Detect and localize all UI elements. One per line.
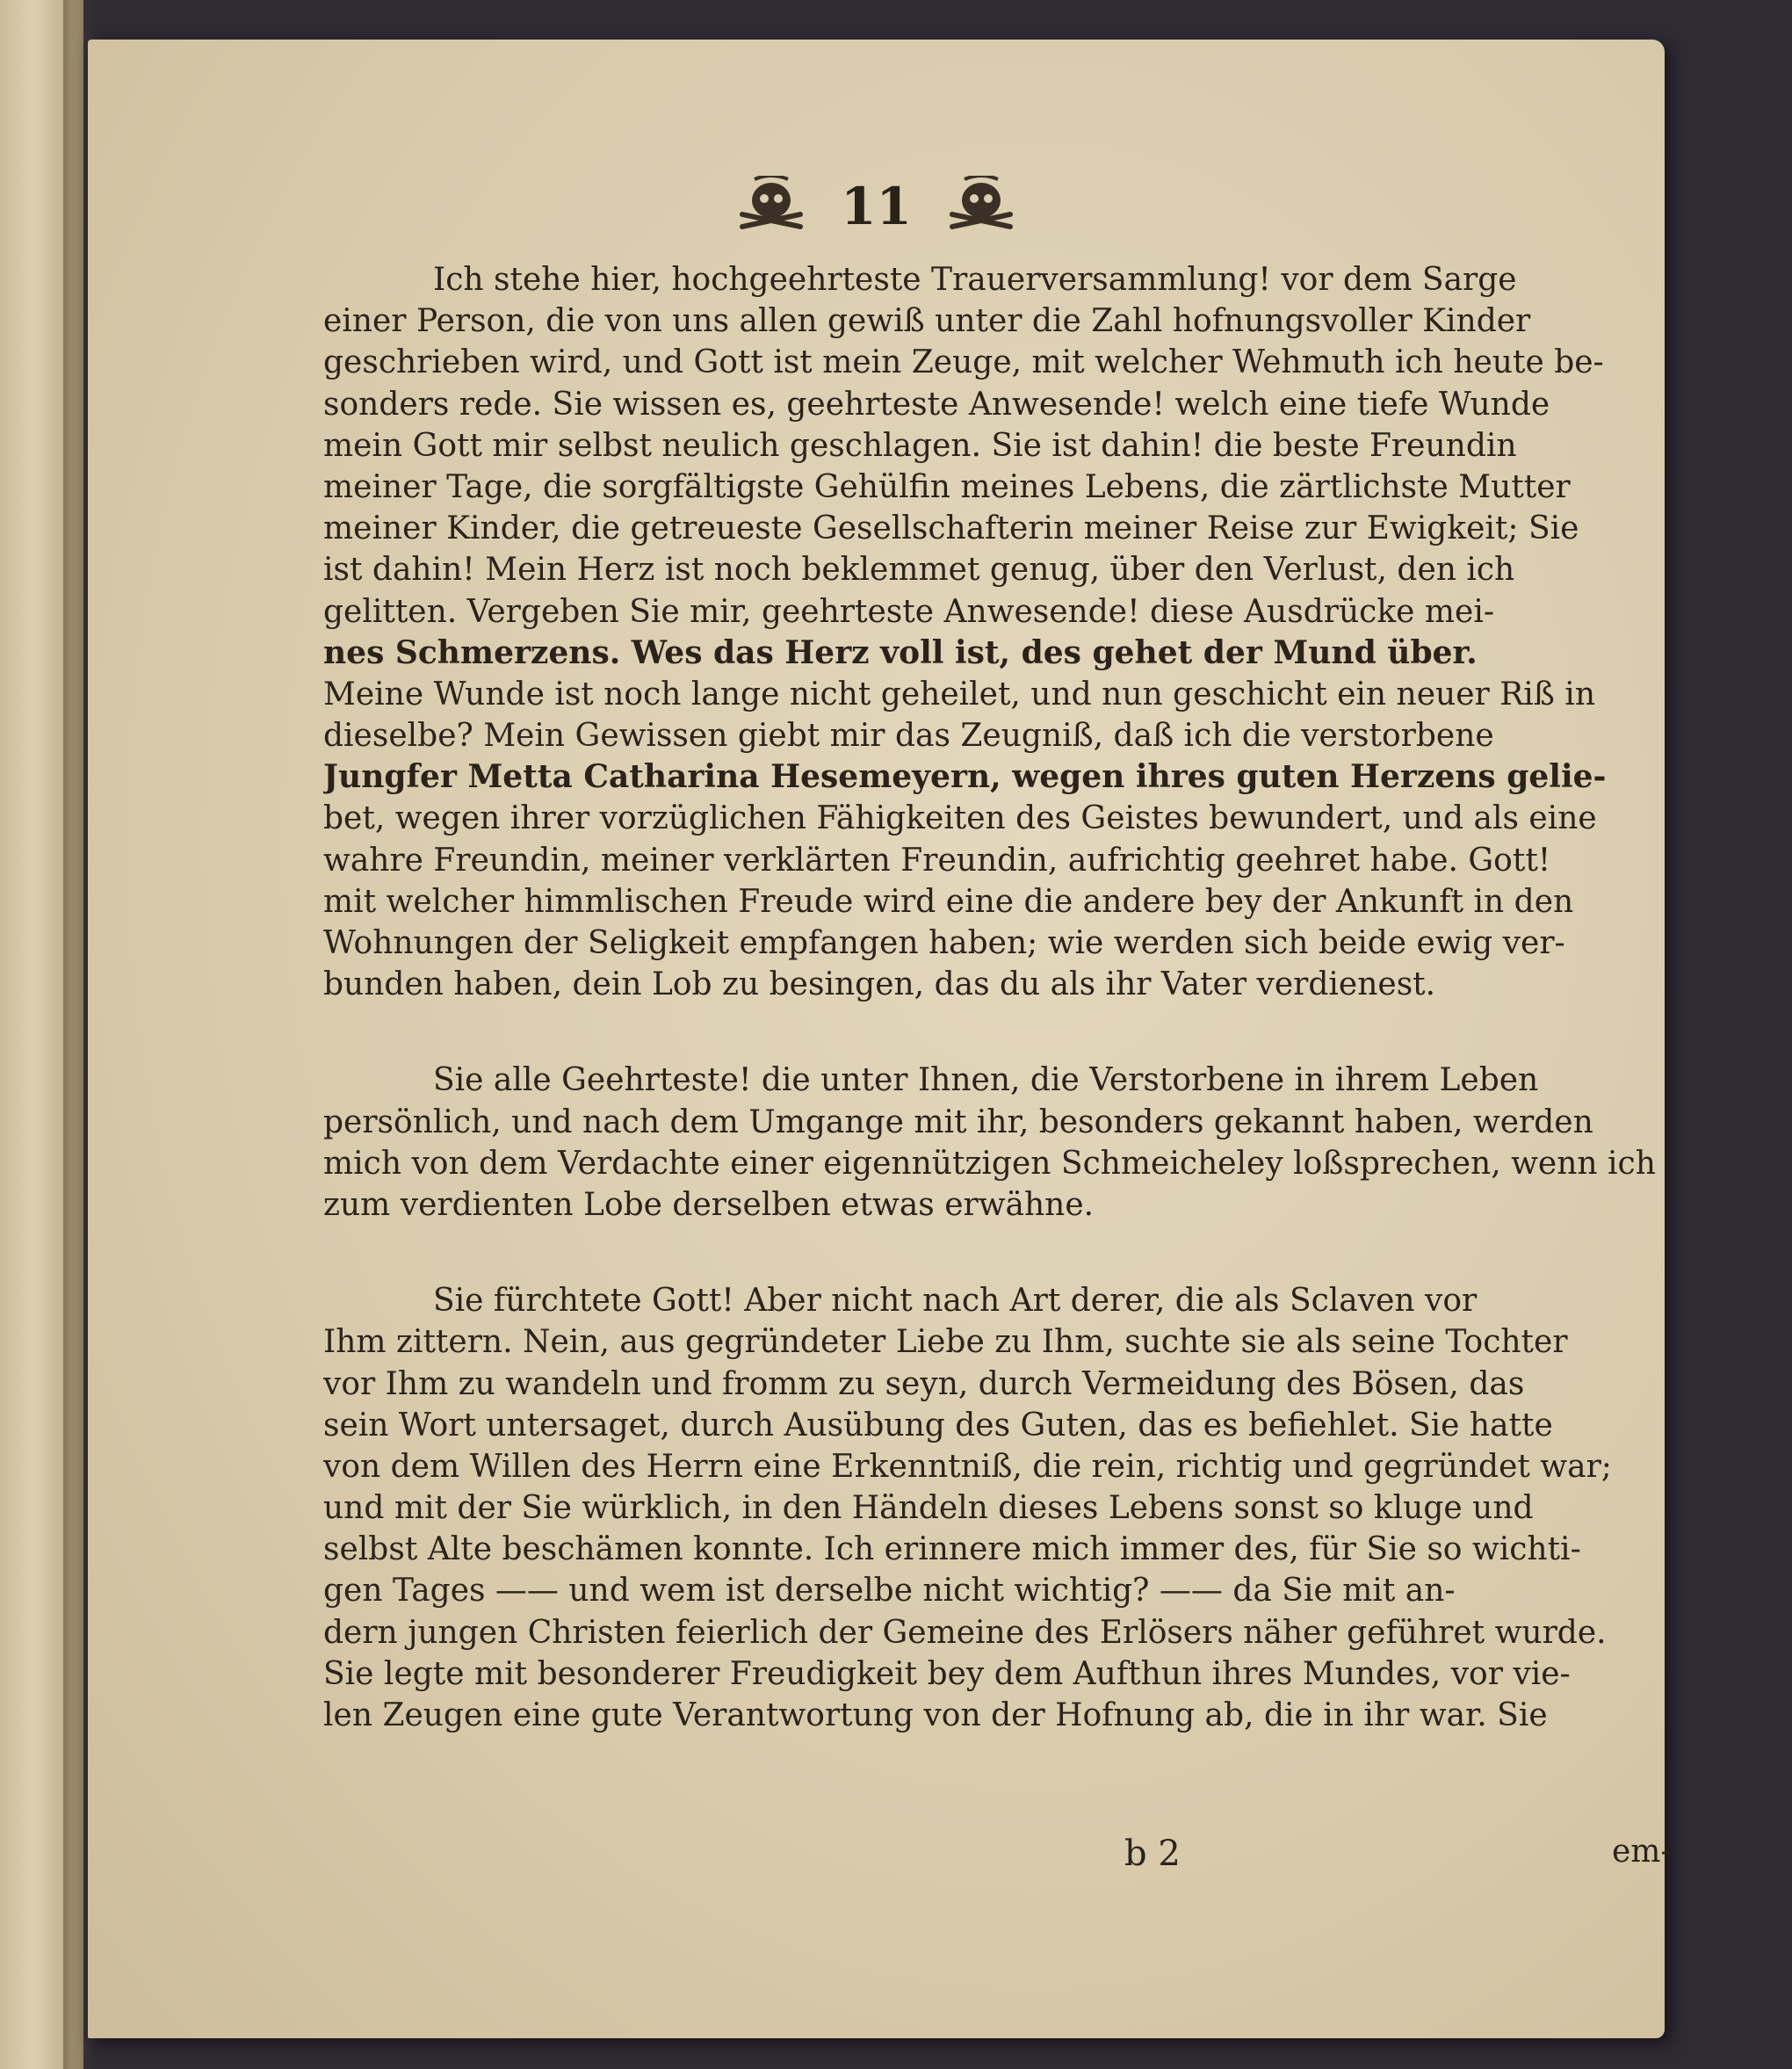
text-line: Meine Wunde ist noch lange nicht geheilet, und nun geschicht ein neuer Riß in (323, 676, 1595, 713)
text-line: Sie fürchtete Gott! Aber nicht nach Art derer, die als Sclaven vor (433, 1283, 1478, 1320)
page-header (88, 171, 1665, 242)
text-line: Sie alle Geehrteste! die unter Ihnen, die Verstorbene in ihrem Leben (433, 1062, 1539, 1099)
text-line: von dem Willen des Herrn eine Erkenntniß, die rein, richtig und gegründet war; (323, 1448, 1612, 1485)
text-line: bet, wegen ihrer vorzüglichen Fähigkeiten des Geistes bewundert, und als eine (323, 800, 1597, 837)
text-line: sonders rede. Sie wissen es, geehrteste Anwesende! welch eine tiefe Wunde (323, 386, 1550, 423)
text-line: mit welcher himmlischen Freude wird eine die andere bey der Ankunft in den (323, 883, 1574, 920)
skull-ornament-left-icon (737, 176, 806, 237)
text-line: dieselbe? Mein Gewissen giebt mir das Zeugniß, daß ich die verstorbene (323, 718, 1494, 755)
paragraph-1 (323, 259, 1698, 1005)
text-line: gelitten. Vergeben Sie mir, geehrteste Anwesende! diese Ausdrücke mei- (323, 593, 1495, 630)
text-line: meiner Kinder, die getreueste Gesellschafterin meiner Reise zur Ewigkeit; Sie (323, 510, 1579, 547)
page-number: 11 (841, 177, 912, 236)
text-line: Wohnungen der Seligkeit empfangen haben; wie werden sich beide ewig ver- (323, 925, 1565, 961)
text-line: wahre Freundin, meiner verklärten Freundin, aufrichtig geehret habe. Gott! (323, 842, 1551, 879)
text-line: Sie legte mit besonderer Freudigkeit bey dem Aufthun ihres Mundes, vor vie- (323, 1655, 1571, 1692)
text-line: len Zeugen eine gute Verantwortung von der Hofnung ab, die in ihr war. Sie (323, 1697, 1548, 1733)
catchword: em- (1612, 1834, 1672, 1870)
text-line: vor Ihm zu wandeln und fromm zu seyn, durch Vermeidung des Bösen, das (323, 1365, 1525, 1402)
text-line: mein Gott mir selbst neulich geschlagen. Sie ist dahin! die beste Freundin (323, 427, 1517, 464)
text-line: persönlich, und nach dem Umgange mit ihr, besonders gekannt haben, werden (323, 1103, 1593, 1140)
text-line: meiner Tage, die sorgfältigste Gehülfin meines Lebens, die zärtlichste Mutter (323, 468, 1571, 505)
text-line: und mit der Sie würklich, in den Händeln dieses Lebens sonst so kluge und (323, 1490, 1534, 1527)
text-line: bunden haben, dein Lob zu besingen, das du als ihr Vater verdienest. (323, 966, 1436, 1003)
text-line: geschrieben wird, und Gott ist mein Zeuge, mit welcher Wehmuth ich heute be- (323, 344, 1604, 381)
text-line: Ihm zittern. Nein, aus gegründeter Liebe zu Ihm, suchte sie als seine Tochter (323, 1324, 1568, 1361)
text-line: mich von dem Verdachte einer eigennützigen Schmeicheley loßsprechen, wenn ich (323, 1145, 1656, 1182)
body-text (323, 259, 1698, 1736)
text-line: zum verdienten Lobe derselben etwas erwähne. (323, 1186, 1095, 1223)
paragraph-3 (323, 1280, 1698, 1736)
skull-ornament-right-icon (947, 176, 1015, 237)
text-line: Jungfer Metta Catharina Hesemeyern, wegen ihres guten Herzens gelie- (323, 758, 1607, 796)
text-line: nes Schmerzens. Wes das Herz voll ist, des gehet der Mund über. (323, 633, 1478, 671)
signature-mark: b 2 (1124, 1834, 1181, 1874)
paragraph-2 (323, 1060, 1698, 1226)
text-line: Ich stehe hier, hochgeehrteste Trauerversammlung! vor dem Sarge (433, 262, 1517, 298)
text-line: sein Wort untersaget, durch Ausübung des Guten, das es befiehlet. Sie hatte (323, 1407, 1553, 1443)
book-page (88, 40, 1672, 2038)
paragraph-gap (323, 1005, 1698, 1060)
text-line: gen Tages —— und wem ist derselbe nicht wichtig? —— da Sie mit an- (323, 1573, 1456, 1610)
text-line: einer Person, die von uns allen gewiß unter die Zahl hofnungsvoller Kinder (323, 303, 1531, 340)
paragraph-gap (323, 1226, 1698, 1280)
text-line: ist dahin! Mein Herz ist noch beklemmet genug, über den Verlust, den ich (323, 552, 1515, 589)
text-line: selbst Alte beschämen konnte. Ich erinnere mich immer des, für Sie so wichti- (323, 1531, 1581, 1568)
text-line: dern jungen Christen feierlich der Gemeine des Erlösers näher geführet wurde. (323, 1614, 1607, 1651)
